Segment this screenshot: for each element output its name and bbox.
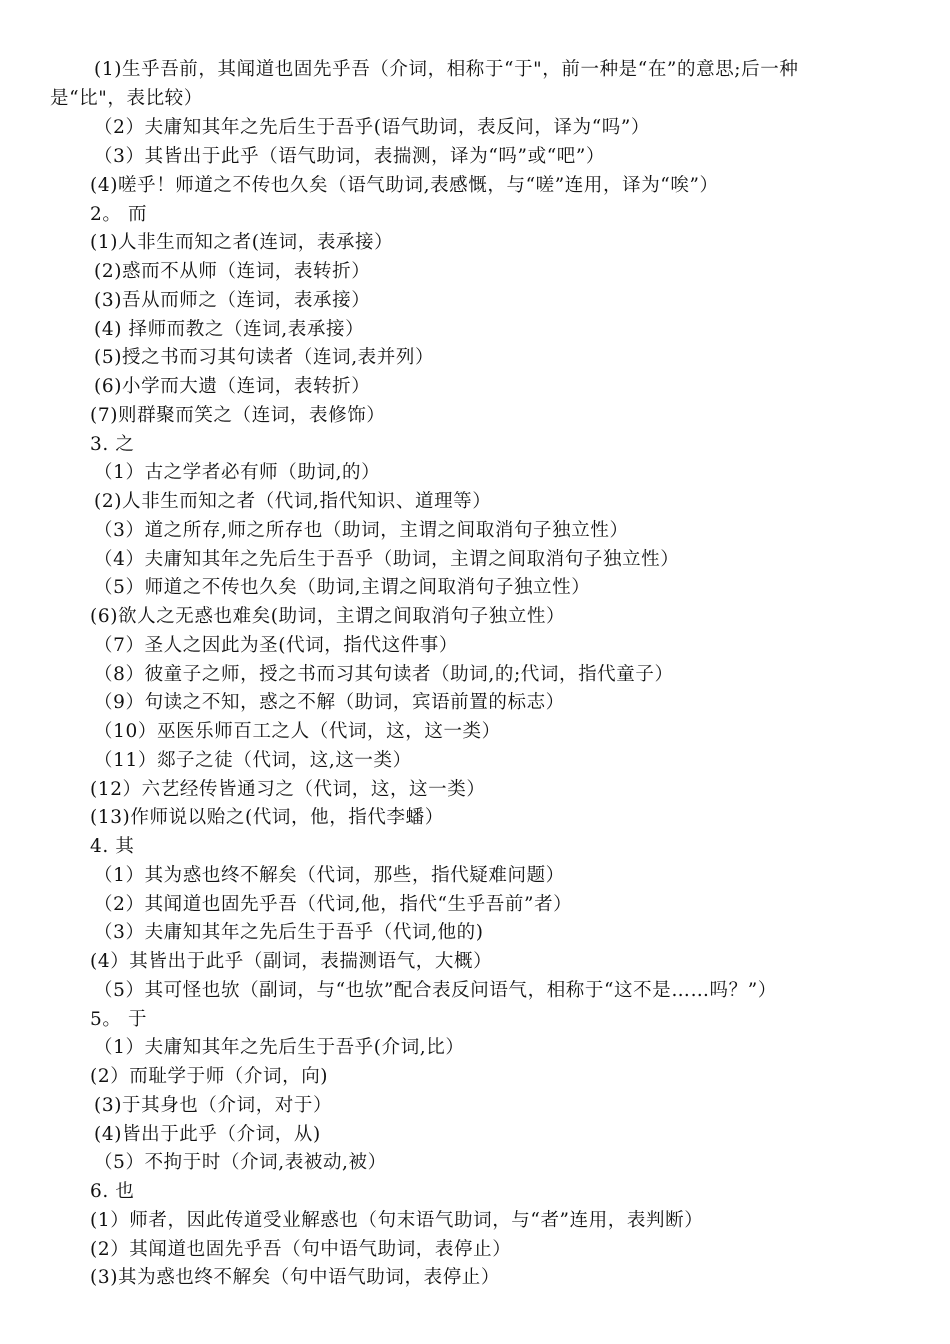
text-line: (4)嗟乎！师道之不传也久矣（语气助词,表感慨，与“嗟”连用，译为“唉”） [90, 175, 719, 196]
section-heading: 5。 于 [90, 1009, 148, 1030]
text-line: (6)欲人之无惑也难矣(助词，主谓之间取消句子独立性） [90, 606, 566, 627]
text-line: （1）夫庸知其年之先后生于吾乎(介词,比） [94, 1037, 465, 1058]
text-line: (5)授之书而习其句读者（连词,表并列） [94, 347, 435, 368]
text-line: （3）夫庸知其年之先后生于吾乎（代词,他的) [94, 922, 484, 943]
section-heading: 3. 之 [90, 434, 135, 455]
text-line: （3）其皆出于此乎（语气助词，表揣测，译为“吗”或“吧”） [94, 146, 606, 167]
text-line: （1）其为惑也终不解矣（代词，那些，指代疑难问题） [94, 865, 565, 886]
text-line: 是“比"，表比较） [50, 88, 203, 109]
text-line: （1）古之学者必有师（助词,的） [94, 462, 381, 483]
text-line: (13)作师说以贻之(代词，他，指代李蟠） [90, 807, 444, 828]
text-line: (1)生乎吾前，其闻道也固先乎吾（介词，相称于“于"，前一种是“在”的意思;后一种 [94, 59, 799, 80]
text-line: (2）而耻学于师（介词，向) [90, 1066, 329, 1087]
text-line: (1)人非生而知之者(连词，表承接） [90, 232, 394, 253]
section-heading: 6. 也 [90, 1181, 135, 1202]
section-heading: 4. 其 [90, 836, 135, 857]
text-line: （2）其闻道也固先乎吾（代词,他，指代“生乎吾前”者） [94, 894, 573, 915]
text-line: (4）其皆出于此乎（副词，表揣测语气，大概） [90, 951, 493, 972]
text-line: (3)吾从而师之（连词，表承接） [94, 290, 371, 311]
text-line: （4）夫庸知其年之先后生于吾乎（助词，主谓之间取消句子独立性） [94, 549, 680, 570]
text-line: （5）其可怪也欤（副词，与“也欤”配合表反问语气，相称于“这不是……吗？”） [94, 980, 777, 1001]
text-line: （5）师道之不传也久矣（助词,主谓之间取消句子独立性） [94, 577, 591, 598]
text-line: （2）夫庸知其年之先后生于吾乎(语气助词，表反问，译为“吗”） [94, 117, 651, 138]
text-line: (1）师者，因此传道受业解惑也（句末语气助词，与“者”连用，表判断） [90, 1210, 704, 1231]
text-line: (12）六艺经传皆通习之（代词，这，这一类） [90, 779, 486, 800]
text-line: (6)小学而大遗（连词，表转折） [94, 376, 371, 397]
text-line: （3）道之所存,师之所存也（助词，主谓之间取消句子独立性） [94, 520, 629, 541]
text-line: (3)于其身也（介词，对于） [94, 1095, 333, 1116]
text-line: (4)皆出于此乎（介词，从) [94, 1124, 321, 1145]
text-line: (4) 择师而教之（连词,表承接） [94, 319, 365, 340]
text-line: （9）句读之不知，惑之不解（助词，宾语前置的标志） [94, 692, 565, 713]
text-line: （5）不拘于时（介词,表被动,被） [94, 1152, 387, 1173]
text-line: （11）郯子之徒（代词，这,这一类） [94, 750, 412, 771]
text-line: (2)人非生而知之者（代词,指代知识、道理等） [94, 491, 492, 512]
text-line: （10）巫医乐师百工之人（代词，这，这一类） [94, 721, 501, 742]
text-line: （7）圣人之因此为圣(代词，指代这件事） [94, 635, 458, 656]
text-line: (2)惑而不从师（连词，表转折） [94, 261, 371, 282]
text-line: （8）彼童子之师，授之书而习其句读者（助词,的;代词，指代童子） [94, 664, 674, 685]
section-heading: 2。 而 [90, 204, 148, 225]
text-line: (3)其为惑也终不解矣（句中语气助词，表停止） [90, 1267, 501, 1288]
text-line: (2）其闻道也固先乎吾（句中语气助词，表停止） [90, 1239, 512, 1260]
text-line: (7)则群聚而笑之（连词，表修饰） [90, 405, 386, 426]
